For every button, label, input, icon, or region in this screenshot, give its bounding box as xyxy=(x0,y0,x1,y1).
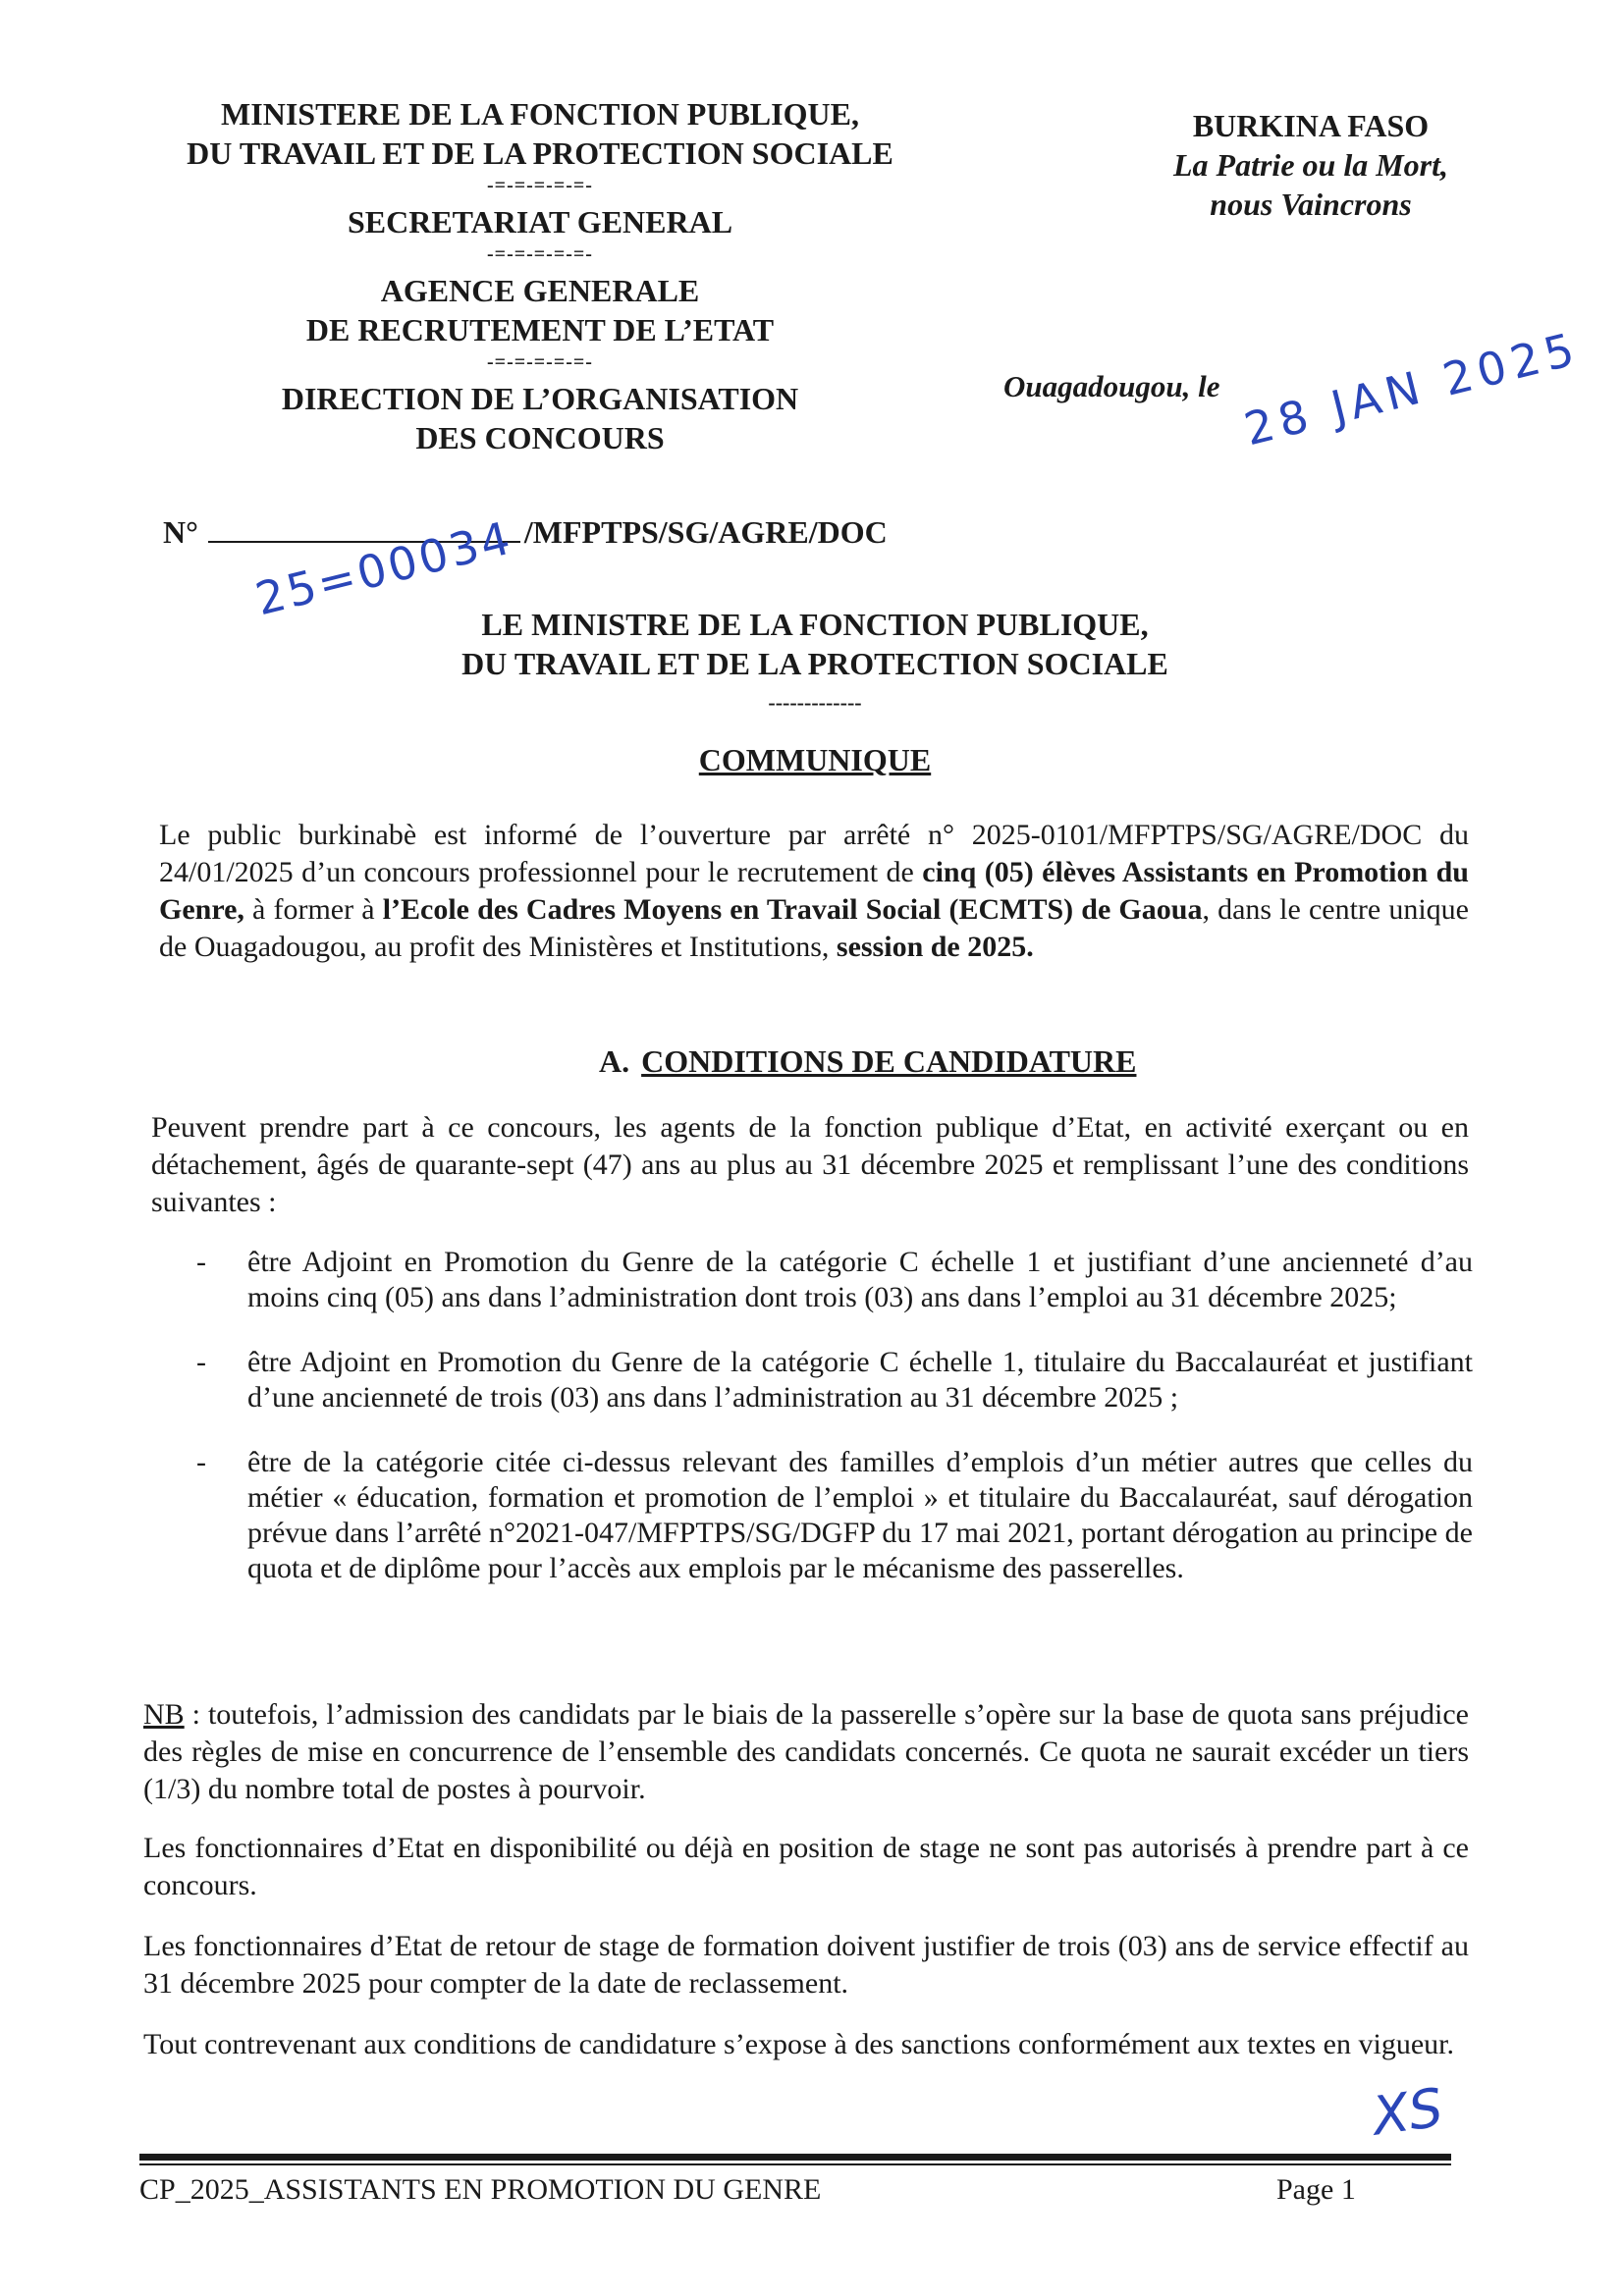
header-separator: -=-=-=-=-=- xyxy=(487,351,593,373)
intro-bold-positions: cinq (05) élèves Assistants en Promotion du Genre, xyxy=(159,856,1469,926)
nb-label: NB xyxy=(143,1698,185,1731)
direction-name-line1: DIRECTION DE L’ORGANISATION xyxy=(281,381,799,416)
list-item xyxy=(196,1245,1473,1315)
country-motto-line2: nous Vaincrons xyxy=(1210,187,1412,222)
section-a-title: CONDITIONS DE CANDIDATURE xyxy=(641,1043,1137,1079)
list-bullet: - xyxy=(196,1446,206,1478)
reference-suffix: /MFPTPS/SG/AGRE/DOC xyxy=(523,514,888,550)
list-item xyxy=(196,1445,1473,1586)
agency-name-line2: DE RECRUTEMENT DE L’ETAT xyxy=(305,312,775,347)
direction-name-line2: DES CONCOURS xyxy=(415,420,665,455)
reference-number xyxy=(163,514,888,551)
ministry-name-line1: MINISTERE DE LA FONCTION PUBLIQUE, xyxy=(221,96,859,132)
authority-heading xyxy=(295,605,1335,683)
section-a-heading xyxy=(599,1043,1136,1080)
section-a-label: A. xyxy=(599,1043,630,1079)
list-item xyxy=(196,1345,1473,1415)
footer-rule-thin xyxy=(139,2163,1451,2165)
agency-name-line1: AGENCE GENERALE xyxy=(380,273,700,308)
intro-text-2: à former à xyxy=(243,893,383,926)
reference-stamp: 25=00034 xyxy=(250,510,518,626)
footer-document-code: CP_2025_ASSISTANTS EN PROMOTION DU GENRE xyxy=(139,2173,822,2206)
authority-line2: DU TRAVAIL ET DE LA PROTECTION SOCIALE xyxy=(461,646,1168,681)
intro-paragraph xyxy=(159,817,1469,966)
conditions-intro: Peuvent prendre part à ce concours, les agents de la fonction publique d’Etat, en activité exerçant ou en détachement, âgés de quarante-sept (47) ans au plus au 31 décembre 2025 et remplissant l’une des conditions suivantes : xyxy=(151,1111,1469,1218)
intro-bold-session: session de 2025. xyxy=(836,931,1034,963)
disponibilite-paragraph: Les fonctionnaires d’Etat en disponibilité ou déjà en position de stage ne sont pas autorisés à prendre part à ce concours. xyxy=(143,1832,1469,1901)
authority-line1: LE MINISTRE DE LA FONCTION PUBLIQUE, xyxy=(481,607,1149,642)
condition-text: être de la catégorie citée ci-dessus relevant des familles d’emplois d’un métier autres que celles du métier « éducation, formation et promotion de l’emploi » et titulaire du Baccalauréat, sauf dérogation prévue dans l’arrêté n°2021-047/MFPTPS/SG/DGFP du 17 mai 2021, portant dérogation au principe de quota et de diplôme pour l’accès aux emplois par le mécanisme des passerelles. xyxy=(247,1446,1473,1584)
document-title: COMMUNIQUE xyxy=(698,742,932,777)
reference-prefix: N° xyxy=(163,514,198,550)
intro-text-1: Le public burkinabè est informé de l’ouverture par arrêté n° 2025-0101/MFPTPS/SG/AGRE/DOC du 24/01/2025 d’un concours professionnel pour le recrutement de xyxy=(159,819,1469,888)
nb-paragraph xyxy=(143,1696,1469,1808)
country-name: BURKINA FASO xyxy=(1192,108,1430,143)
country-motto-line1: La Patrie ou la Mort, xyxy=(1172,147,1448,183)
conditions-list xyxy=(196,1245,1473,1616)
ministry-name-line2: DU TRAVAIL ET DE LA PROTECTION SOCIALE xyxy=(187,135,893,171)
list-bullet: - xyxy=(196,1346,206,1378)
sanctions-paragraph: Tout contrevenant aux conditions de candidature s’expose à des sanctions conformément aux textes en vigueur. xyxy=(143,2028,1454,2060)
header-separator: -=-=-=-=-=- xyxy=(487,175,593,196)
intro-text-3: , dans le centre unique de Ouagadougou, au profit des Ministères et Institutions, xyxy=(159,893,1470,963)
intro-bold-school: l’Ecole des Cadres Moyens en Travail Social (ECMTS) de Gaoua xyxy=(382,893,1203,926)
handwritten-initials: XS xyxy=(1368,2076,1447,2148)
list-bullet: - xyxy=(196,1246,206,1278)
condition-text: être Adjoint en Promotion du Genre de la catégorie C échelle 1 et justifiant d’une ancienneté d’au moins cinq (05) ans dans l’administration dont trois (03) ans dans l’emploi au 31 décembre 2025; xyxy=(247,1246,1473,1313)
ministry-header xyxy=(147,94,933,457)
retour-stage-paragraph: Les fonctionnaires d’Etat de retour de stage de formation doivent justifier de trois (03) ans de service effectif au 31 décembre 2025 pour compter de la date de reclassement. xyxy=(143,1930,1469,2000)
header-separator: -=-=-=-=-=- xyxy=(487,243,593,265)
footer-rule xyxy=(139,2154,1451,2161)
place-date-label: Ouagadougou, le xyxy=(1003,369,1220,403)
secretariat-name: SECRETARIAT GENERAL xyxy=(347,204,733,240)
country-header xyxy=(1100,106,1522,224)
condition-text: être Adjoint en Promotion du Genre de la catégorie C échelle 1, titulaire du Baccalauréat et justifiant d’une ancienneté de trois (03) ans dans l’administration au 31 décembre 2025 ; xyxy=(247,1346,1473,1414)
authority-separator: ------------- xyxy=(768,690,862,715)
footer-page-number: Page 1 xyxy=(1276,2173,1356,2206)
nb-text: : toutefois, l’admission des candidats par le biais de la passerelle s’opère sur la base de quota sans préjudice des règles de mise en concurrence de l’ensemble des candidats concernés. Ce quota ne saurait excéder un tiers (1/3) du nombre total de postes à pourvoir. xyxy=(143,1698,1469,1805)
date-stamp: 28 JAN 2025 xyxy=(1239,321,1586,456)
